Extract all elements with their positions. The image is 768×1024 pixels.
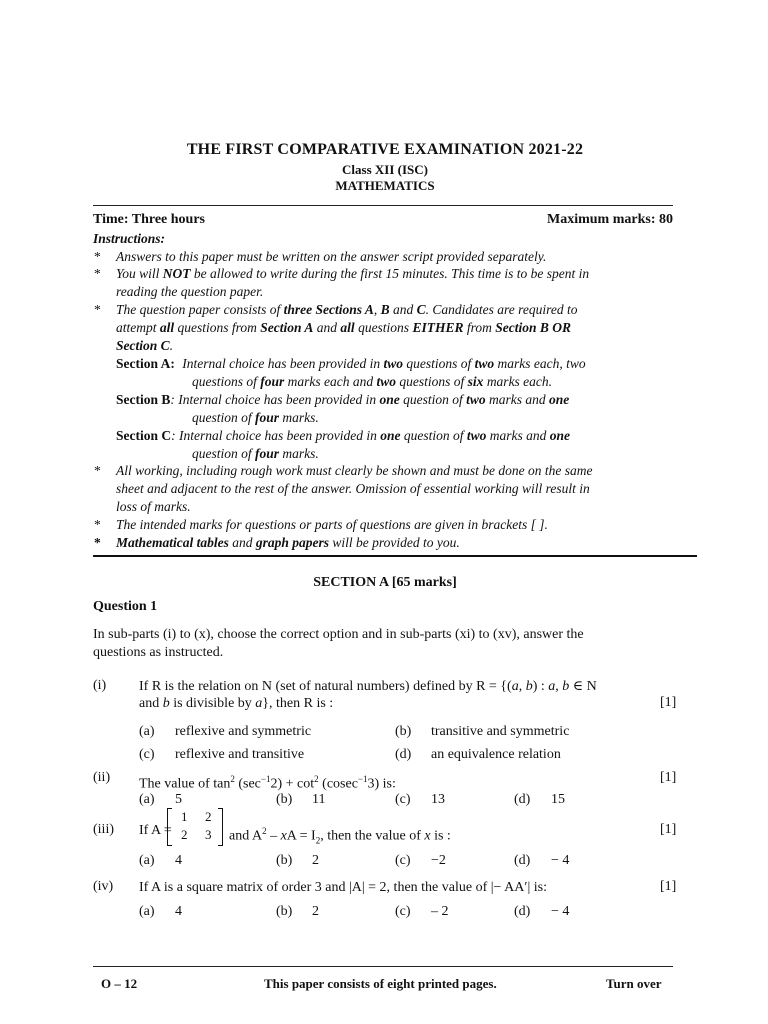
- matrix-cell: 2: [181, 827, 188, 842]
- marks-badge: [1]: [660, 695, 677, 710]
- question-1-intro-cont: questions as instructed.: [93, 645, 224, 660]
- instruction-4: All working, including rough work must clearly be shown and must be done on the same: [116, 463, 593, 478]
- instruction-6: Mathematical tables and graph papers will be provided to you.: [116, 535, 460, 550]
- instruction-3: The question paper consists of three Sections A, B and C. Candidates are required to: [116, 302, 578, 317]
- bullet: *: [94, 302, 101, 317]
- subpart-iv-text: If A is a square matrix of order 3 and |A| = 2, then the value of |− AA′| is:: [139, 880, 547, 895]
- section-b-choice-cont: question of four marks.: [192, 410, 319, 425]
- section-a-heading: SECTION A [65 marks]: [313, 575, 457, 590]
- option-b-key: (b): [395, 724, 412, 739]
- option-a-key: (a): [139, 853, 155, 868]
- bullet: *: [94, 266, 101, 281]
- max-marks-label: Maximum marks: 80: [547, 212, 673, 227]
- option-b-key: (b): [276, 853, 293, 868]
- instructions-divider: [93, 555, 697, 557]
- exam-title: THE FIRST COMPARATIVE EXAMINATION 2021-22: [186, 141, 584, 158]
- class-line: Class XII (ISC): [342, 162, 428, 177]
- subpart-number: (iii): [93, 822, 114, 837]
- instruction-2-cont: reading the question paper.: [116, 284, 264, 299]
- instruction-5: The intended marks for questions or parts of questions are given in brackets [ ].: [116, 517, 548, 532]
- subject-line: MATHEMATICS: [335, 178, 435, 193]
- instruction-3-cont2: Section C.: [116, 338, 174, 353]
- option-c: −2: [431, 853, 446, 868]
- option-a-key: (a): [139, 724, 155, 739]
- paper-code: O – 12: [101, 976, 138, 991]
- matrix-cell: 2: [205, 809, 212, 824]
- option-d-key: (d): [514, 853, 531, 868]
- marks-badge: [1]: [660, 770, 677, 785]
- bullet: *: [94, 517, 101, 532]
- option-d: 15: [551, 792, 565, 807]
- section-b-choice: Section B: Internal choice has been provided in one question of two marks and one: [116, 392, 570, 407]
- instructions-heading: Instructions:: [93, 231, 166, 246]
- subpart-number: (ii): [93, 770, 111, 785]
- option-b: 2: [312, 853, 319, 868]
- matrix-right-bracket: [218, 808, 223, 846]
- matrix-left-bracket: [167, 808, 172, 846]
- footer-divider: [93, 966, 673, 967]
- option-b: transitive and symmetric: [431, 724, 570, 739]
- option-a: 5: [175, 792, 182, 807]
- subpart-i-text-cont: and b is divisible by a}, then R is :: [139, 696, 334, 711]
- option-a: reflexive and symmetric: [175, 724, 312, 739]
- section-c-choice: Section C: Internal choice has been provided in one question of two marks and one: [116, 428, 570, 443]
- section-c-choice-cont: question of four marks.: [192, 446, 319, 461]
- option-d: − 4: [551, 904, 570, 919]
- option-c: – 2: [431, 904, 449, 919]
- option-d: − 4: [551, 853, 570, 868]
- matrix-cell: 3: [205, 827, 212, 842]
- option-b-key: (b): [276, 792, 293, 807]
- option-d-key: (d): [395, 747, 412, 762]
- option-a: 4: [175, 904, 182, 919]
- matrix-a: [167, 808, 223, 844]
- marks-badge: [1]: [660, 822, 677, 837]
- time-label: Time: Three hours: [93, 212, 206, 227]
- matrix-cell: 1: [181, 809, 188, 824]
- option-b-key: (b): [276, 904, 293, 919]
- subpart-i-text: If R is the relation on N (set of natural numbers) defined by R = {(a, b) : a, b ∈ N: [139, 679, 597, 694]
- option-a-key: (a): [139, 904, 155, 919]
- option-d: an equivalence relation: [431, 747, 561, 762]
- header-divider: [93, 205, 673, 206]
- subpart-number: (iv): [93, 879, 114, 894]
- turn-over-note: Turn over: [606, 976, 662, 991]
- bullet: *: [94, 249, 101, 264]
- option-a: 4: [175, 853, 182, 868]
- option-c-key: (c): [395, 853, 411, 868]
- subpart-iii-text: and $A^2$ – xA = $I_2$, then the value of x is :: [229, 826, 451, 846]
- subpart-ii-text: The value of $\tan^2 (\sec^{-1}2) + \cot^2 (cosec^{-1}3)$ is:: [139, 774, 396, 792]
- instruction-4-cont2: loss of marks.: [116, 499, 191, 514]
- bullet: *: [94, 463, 101, 478]
- instruction-1: Answers to this paper must be written on the answer script provided separately.: [116, 249, 547, 264]
- option-c: 13: [431, 792, 445, 807]
- marks-badge: [1]: [660, 879, 677, 894]
- subpart-number: (i): [93, 678, 107, 693]
- instruction-3-cont: attempt all questions from Section A and all questions EITHER from Section B OR: [116, 320, 571, 335]
- section-a-choice-cont: questions of four marks each and two questions of six marks each.: [192, 374, 553, 389]
- question-1-label: Question 1: [93, 599, 158, 614]
- instruction-4-cont: sheet and adjacent to the rest of the answer. Omission of essential working will result in: [116, 481, 590, 496]
- question-1-intro: In sub-parts (i) to (x), choose the correct option and in sub-parts (xi) to (xv), answer the: [93, 627, 584, 642]
- option-b: 11: [312, 792, 326, 807]
- option-d-key: (d): [514, 904, 531, 919]
- option-b: 2: [312, 904, 319, 919]
- option-c-key: (c): [139, 747, 155, 762]
- option-c-key: (c): [395, 792, 411, 807]
- option-c: reflexive and transitive: [175, 747, 305, 762]
- section-a-choice: Section A: Internal choice has been provided in two questions of two marks each, two: [116, 356, 586, 371]
- page-count-note: This paper consists of eight printed pages.: [264, 976, 497, 991]
- instruction-2: You will NOT be allowed to write during the first 15 minutes. This time is to be spent in: [116, 266, 590, 281]
- subpart-iii-prefix: If A =: [139, 823, 172, 838]
- bullet: *: [94, 535, 101, 550]
- option-c-key: (c): [395, 904, 411, 919]
- option-d-key: (d): [514, 792, 531, 807]
- option-a-key: (a): [139, 792, 155, 807]
